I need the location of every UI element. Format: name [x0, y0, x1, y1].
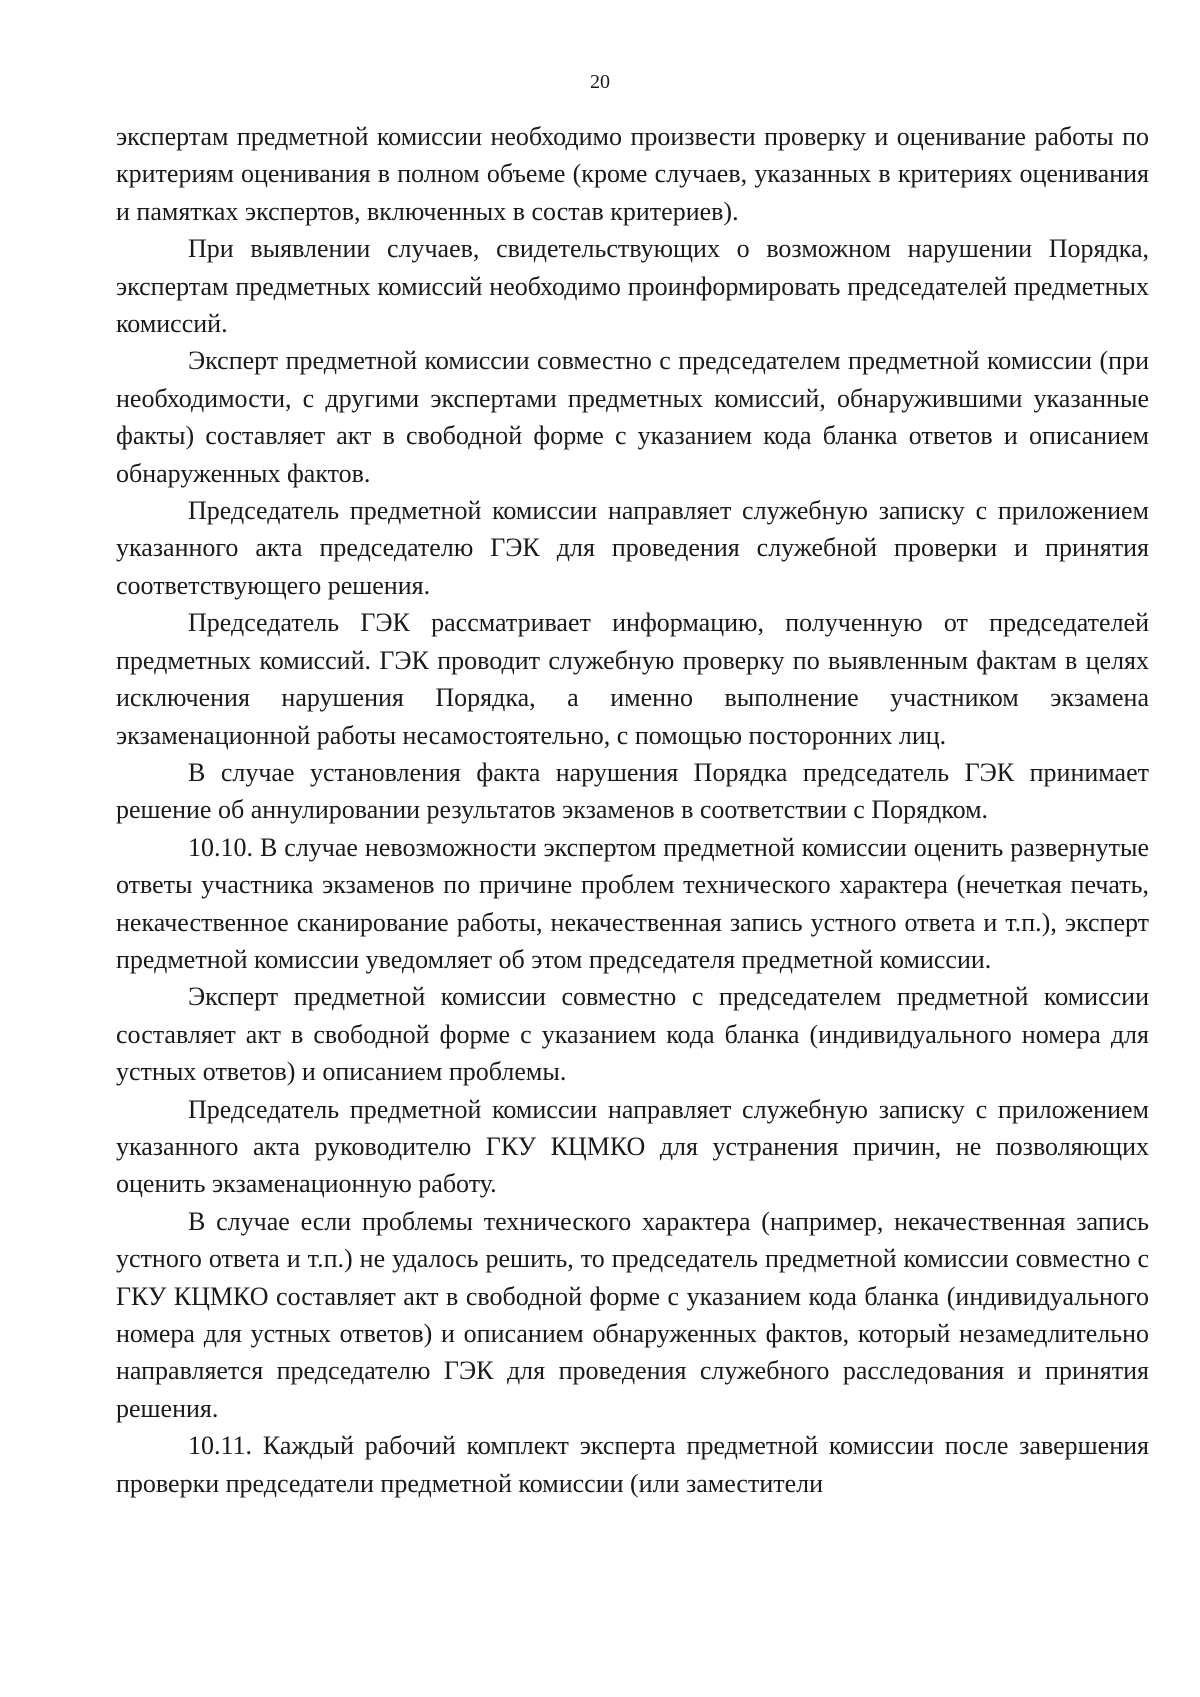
- paragraph: Председатель предметной комиссии направляет служебную записку с приложением указанного акта председателю ГЭК для проведения служебной проверки и принятия соответствующего решения.: [116, 496, 1149, 600]
- paragraph: Председатель ГЭК рассматривает информацию, полученную от председателей предметных комиссий. ГЭК проводит служебную проверку по выявленным фактам в целях исключения нарушения Порядка, а именно выполнение участником экзамена экзаменационной работы несамостоятельно, с помощью посторонних лиц.: [116, 608, 1149, 750]
- paragraph-continuation: экспертам предметной комиссии необходимо произвести проверку и оценивание работы по критериям оценивания в полном объеме (кроме случаев, указанных в критериях оценивания и памятках экспертов, включенных в состав критериев).: [116, 122, 1149, 226]
- paragraph: Эксперт предметной комиссии совместно с председателем предметной комиссии (при необходимости, с другими экспертами предметных комиссий, обнаружившими указанные факты) составляет акт в свободной форме с указанием кода бланка ответов и описанием обнаруженных фактов.: [116, 346, 1149, 488]
- page-number: 20: [590, 71, 610, 93]
- paragraph: Эксперт предметной комиссии совместно с председателем предметной комиссии составляет акт в свободной форме с указанием кода бланка (индивидуального номера для устных ответов) и описанием проблемы.: [116, 982, 1149, 1087]
- paragraph: В случае если проблемы технического характера (например, некачественная запись устного ответа и т.п.) не удалось решить, то председатель предметной комиссии совместно с ГКУ КЦМКО составляет акт в свободной форме с указанием кода бланка (индивидуального номера для устных ответов) и описанием обнаруженных фактов, который незамедлительно направляется председателю ГЭК для проведения служебного расследования и принятия решения.: [116, 1206, 1149, 1423]
- paragraph: При выявлении случаев, свидетельствующих о возможном нарушении Порядка, экспертам предметных комиссий необходимо проинформировать председателей предметных комиссий.: [116, 234, 1149, 339]
- document-body: [116, 118, 1149, 1502]
- paragraph: В случае установления факта нарушения Порядка председатель ГЭК принимает решение об аннулировании результатов экзаменов в соответствии с Порядком.: [116, 757, 1149, 825]
- paragraph-section-10-11: 10.11. Каждый рабочий комплект эксперта предметной комиссии после завершения проверки председатели предметной комиссии (или заместители: [116, 1431, 1149, 1498]
- paragraph-section-10-10: 10.10. В случае невозможности экспертом предметной комиссии оценить развернутые ответы участника экзаменов по причине проблем технического характера (нечеткая печать, некачественное сканирование работы, некачественная запись устного ответа и т.п.), эксперт предметной комиссии уведомляет об этом председателя предметной комиссии.: [116, 832, 1149, 974]
- paragraph: Председатель предметной комиссии направляет служебную записку с приложением указанного акта руководителю ГКУ КЦМКО для устранения причин, не позволяющих оценить экзаменационную работу.: [116, 1094, 1149, 1199]
